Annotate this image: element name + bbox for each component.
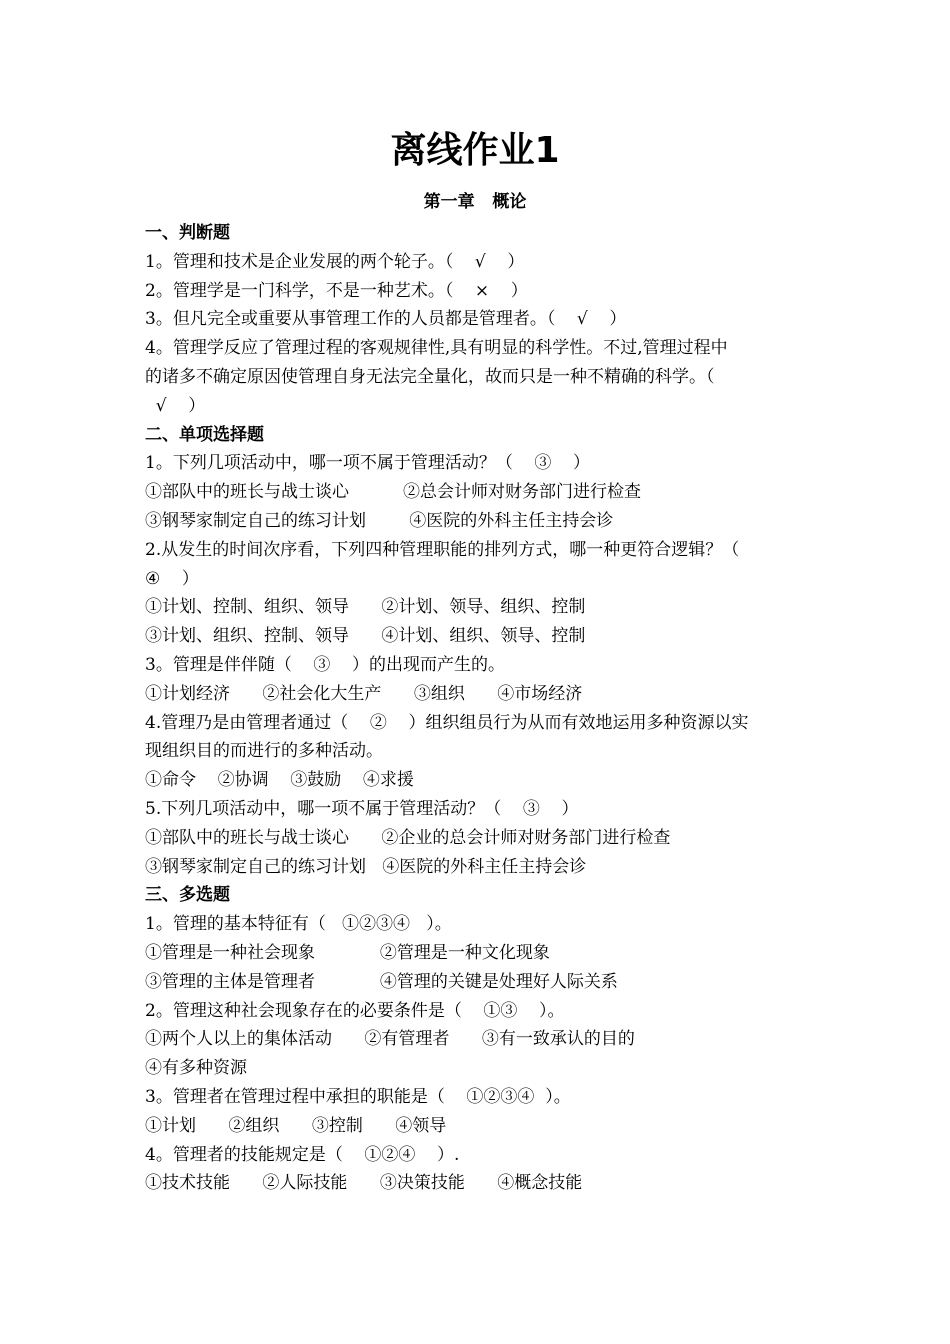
- single-question-2-line-2: ④ ）: [145, 568, 199, 589]
- document-title: 离线作业1: [390, 130, 560, 171]
- multi-question-4-options: ①技术技能 ②人际技能 ③决策技能 ④概念技能: [145, 1173, 583, 1194]
- judge-question-4-line-2: 的诸多不确定原因使管理自身无法完全量化，故而只是一种不精确的科学。（: [145, 366, 715, 387]
- judge-question-2: 2。管理学是一门科学，不是一种艺术。（ × ）: [145, 280, 528, 301]
- single-question-5-options-2: ③钢琴家制定自己的练习计划 ④医院的外科主任主持会诊: [145, 856, 587, 877]
- single-question-5-options-1: ①部队中的班长与战士谈心 ②企业的总会计师对财务部门进行检查: [145, 827, 671, 848]
- multi-question-2-options-2: ④有多种资源: [145, 1058, 247, 1079]
- single-question-1-options-2: ③钢琴家制定自己的练习计划 ④医院的外科主任主持会诊: [145, 510, 614, 531]
- single-question-2-options-2: ③计划、组织、控制、领导 ④计划、组织、领导、控制: [145, 626, 586, 647]
- document-body: [145, 219, 815, 1198]
- judge-question-4-line-1: 4。管理学反应了管理过程的客观规律性,具有明显的科学性。不过,管理过程中: [145, 338, 728, 359]
- single-question-2-options-1: ①计划、控制、组织、领导 ②计划、领导、组织、控制: [145, 597, 586, 618]
- single-question-1-options-1: ①部队中的班长与战士谈心 ②总会计师对财务部门进行检查: [145, 482, 642, 503]
- single-question-3-options: ①计划经济 ②社会化大生产 ③组织 ④市场经济: [145, 683, 583, 704]
- single-question-1: 1。下列几项活动中，哪一项不属于管理活动？（ ③ ）: [145, 453, 591, 474]
- single-question-5: 5.下列几项活动中，哪一项不属于管理活动？（ ③ ）: [145, 798, 579, 819]
- judge-question-4-line-3: √ ）: [145, 395, 206, 416]
- section-heading-multi: 三、多选题: [145, 885, 230, 906]
- judge-question-1: 1。管理和技术是企业发展的两个轮子。（ √ ）: [145, 251, 525, 272]
- multi-question-1-options-1: ①管理是一种社会现象 ②管理是一种文化现象: [145, 942, 550, 963]
- judge-question-3: 3。但凡完全或重要从事管理工作的人员都是管理者。（ √ ）: [145, 309, 627, 330]
- multi-question-3: 3。管理者在管理过程中承担的职能是（ ①②③④ ）。: [145, 1086, 571, 1107]
- single-question-4-options: ①命令 ②协调 ③鼓励 ④求援: [145, 770, 414, 791]
- single-question-4-line-1: 4.管理乃是由管理者通过（ ② ）组织组员行为从而有效地运用多种资源以实: [145, 712, 749, 733]
- multi-question-1: 1。管理的基本特征有（ ①②③④ ）。: [145, 914, 452, 935]
- single-question-2-line-1: 2.从发生的时间次序看，下列四种管理职能的排列方式，哪一种更符合逻辑？（: [145, 539, 740, 560]
- multi-question-3-options: ①计划 ②组织 ③控制 ④领导: [145, 1115, 447, 1136]
- multi-question-4: 4。管理者的技能规定是（ ①②④ ）.: [145, 1144, 460, 1165]
- multi-question-1-options-2: ③管理的主体是管理者 ④管理的关键是处理好人际关系: [145, 971, 618, 992]
- multi-question-2: 2。管理这种社会现象存在的必要条件是（ ①③ ）。: [145, 1000, 565, 1021]
- section-heading-single: 二、单项选择题: [145, 424, 264, 445]
- multi-question-2-options-1: ①两个人以上的集体活动 ②有管理者 ③有一致承认的目的: [145, 1029, 635, 1050]
- single-question-3: 3。管理是伴伴随（ ③ ）的出现而产生的。: [145, 654, 506, 675]
- chapter-heading: 第一章 概论: [423, 192, 527, 212]
- section-heading-judge: 一、判断题: [145, 223, 230, 243]
- single-question-4-line-2: 现组织目的而进行的多种活动。: [145, 741, 383, 762]
